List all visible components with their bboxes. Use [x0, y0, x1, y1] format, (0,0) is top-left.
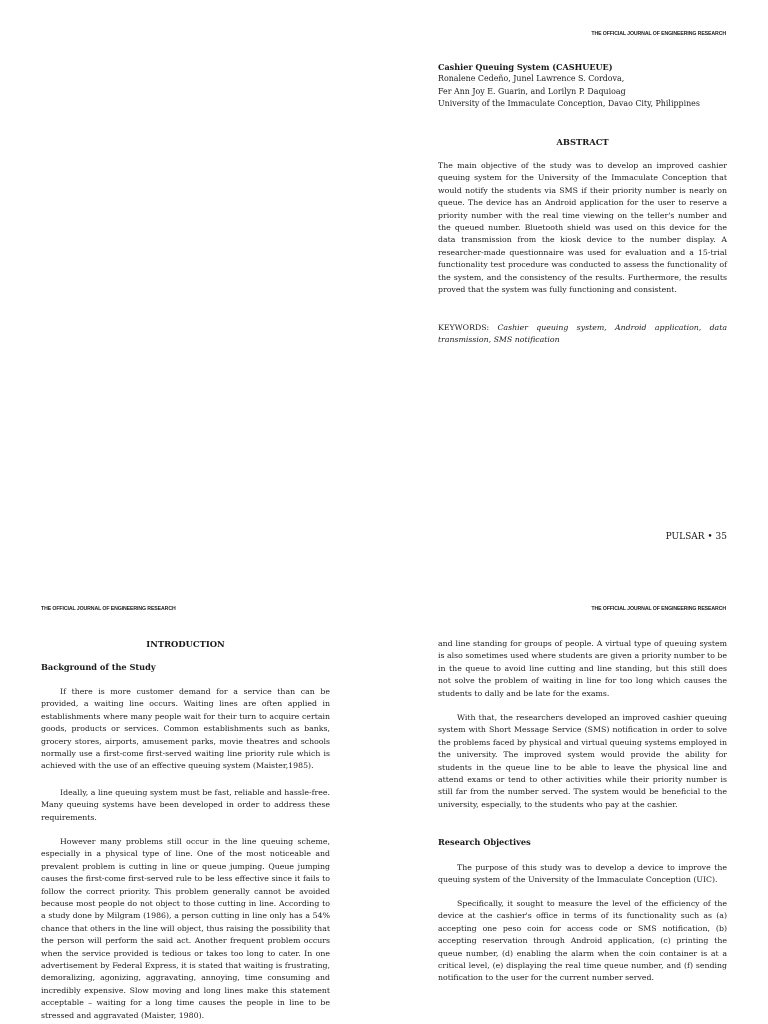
keywords	[438, 322, 727, 347]
left-paragraph-3: However many problems still occur in the line queuing scheme, especially in a physical type of line. One of the most noticeable and prevalent problem is cutting in line or queue jumping. Queue jumping causes the first-come first-served rule to be less effective since it fails to follow the correct priority. This problem generally cannot be avoided because most people do not object to those cutting in line. According to a study done by Milgram (1986), a person cutting in line only has a 54% chance that others in the line will object, thus raising the possibility that the person will perform the said act. Another frequent problem occurs when the service provided is tedious or takes too long to cater. In one advertisement by Federal Express, it is stated that waiting is frustrating, demoralizing, agonizing, aggravating, annoying, time consuming and incredibly expensive. Slow moving and long lines make this statement acceptable – waiting for a long time causes the people in line to be stressed and aggravated (Maister, 1980).	[41, 837, 330, 1020]
objectives-paragraph-1: The purpose of this study was to develop a device to improve the queuing system of the University of the Immaculate Conception (UIC).	[438, 863, 727, 885]
author-line-2: Fer Ann Joy E. Guarin, and Lorilyn P. Daquioag	[438, 86, 626, 96]
left-paragraph-1: If there is more customer demand for a service than can be provided, a waiting line occurs. Waiting lines are often applied in establishments where many people wait for their turn to acquire certain goods, products or services. Common establishments such as banks, grocery stores, airports, amusement parks, movie theatres and schools normally use a first-come first-served waiting line priority rule which is achieved with the use of an effective queuing system (Maister,1985).	[41, 687, 330, 771]
background-heading: Background of the Study	[41, 662, 156, 672]
affiliation: University of the Immaculate Conception, Davao City, Philippines	[438, 98, 700, 108]
right-paragraph-1: and line standing for groups of people. A virtual type of queuing system is also sometimes used where students are given a priority number to be in the queue to avoid line cutting and line standing, but this still does not solve the problem of waiting in line for too long which causes the students to dally and be late for the exams.	[438, 639, 727, 698]
author-line-1: Ronalene Cedeño, Junel Lawrence S. Cordova,	[438, 74, 625, 84]
objectives-paragraph-2: Specifically, it sought to measure the level of the efficiency of the device at the cashier's office in terms of its functionality such as (a) accepting one peso coin for access code or SMS notification, (b) accepting reservation through Android application, (c) printing the queue number, (d) enabling the alarm when the coin container is at a critical level, (e) displaying the real time queue number, and (f) sending notification to the user for the current number served.	[438, 899, 727, 983]
keywords-text: Cashier queuing system, Android application, data transmission, SMS notification	[438, 323, 727, 345]
right-paragraph-2: With that, the researchers developed an improved cashier queuing system with Short Message Service (SMS) notification in order to solve the problems faced by physical and virtual queuing systems employed in the university. The improved system would provide the ability for students in the queue line to be able to leave the physical line and attend exams or tend to other activities while their priority number is still far from the number served. The system would be beneficial to the university, especially, to the students who pay at the cashier.	[438, 713, 727, 809]
paper-title: Cashier Queuing System (CASHUEUE)	[438, 62, 613, 72]
abstract-heading: ABSTRACT	[556, 137, 609, 147]
introduction-heading: INTRODUCTION	[146, 639, 225, 649]
left-paragraph-2: Ideally, a line queuing system must be fast, reliable and hassle-free. Many queuing systems have been developed in order to address these requirements.	[41, 788, 330, 822]
running-head-bottom-left: THE OFFICIAL JOURNAL OF ENGINEERING RESEARCH	[41, 606, 176, 612]
paper-title-block	[438, 61, 738, 110]
research-objectives-heading: Research Objectives	[438, 837, 531, 847]
page-footer: PULSAR • 35	[665, 532, 727, 542]
keywords-label: KEYWORDS:	[438, 323, 490, 332]
running-head-top-right: THE OFFICIAL JOURNAL OF ENGINEERING RESEARCH	[591, 31, 726, 37]
running-head-bottom-right: THE OFFICIAL JOURNAL OF ENGINEERING RESEARCH	[591, 606, 726, 612]
abstract-text: The main objective of the study was to develop an improved cashier queuing system for the University of the Immaculate Conception that would notify the students via SMS if their priority number is nearly on queue. The device has an Android application for the user to reserve a priority number with the real time viewing on the teller's number and the queued number. Bluetooth shield was used on this device for the data transmission from the kiosk device to the number display. A researcher-made questionnaire was used for evaluation and a 15-trial functionality test procedure was conducted to assess the functionality of the system, and the consistency of the results. Furthermore, the results proved that the system was fully functioning and consistent.	[438, 161, 727, 295]
